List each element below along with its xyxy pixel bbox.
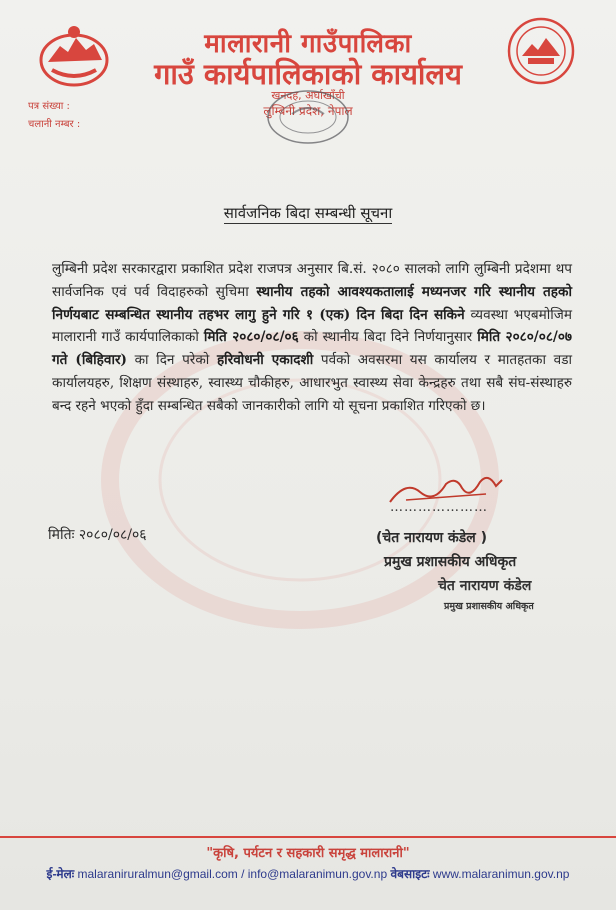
letterhead-address: खनदह, अर्घाखाँची	[271, 89, 345, 102]
notice-date: मितिः २०८०/०८/०६	[48, 527, 147, 543]
letterhead-province: लुम्बिनी प्रदेश, नेपाल	[263, 104, 353, 118]
footer-divider	[0, 836, 616, 838]
notice-heading-text: सार्वजनिक बिदा सम्बन्धी सूचना	[223, 204, 393, 222]
notice-body-run: को स्थानीय बिदा दिने निर्णयानुसार	[298, 329, 478, 346]
email-label: ई-मेलः	[46, 867, 75, 881]
footer-contact	[0, 865, 616, 882]
notice-body-bold-run: मिति २०८०/०८/०६	[203, 329, 299, 346]
notice-body-bold-run: स्थानीय तहको आवश्यकतालाई मध्यनजर गरि स्थानीय तहको निर्णयबाट सम्बन्धित स्थानीय तहभर लागु हुने गरि १ (एक) दिन बिदा दिन सकिने	[52, 283, 572, 323]
signature-line: …………………	[390, 500, 488, 515]
signatory-name: (चेत नारायण कंडेल )	[376, 530, 488, 546]
office-stamp-icon	[262, 84, 354, 150]
notice-body	[52, 258, 572, 418]
website-label: वेबसाइटः	[390, 867, 430, 881]
notice-body-bold-run: हरिवोधनी एकादशी	[216, 352, 314, 369]
notice-body-run: पर्वको अवसरमा यस कार्यालय र मातहतका वडा कार्यालयहरु, शिक्षण संस्थाहरु, स्वास्थ्य चौकीहरु, आधारभुत स्वास्थ्य सेवा केन्द्रहरु तथा सबै संघ-संस्थाहरु बन्द रहने भएको हुँदा सम्बन्धित सबैको जानकारीको लागि यो सूचना प्रकाशित गरिएको छ।	[52, 352, 572, 414]
seal-designation: प्रमुख प्रशासकीय अधिकृत	[444, 601, 534, 612]
notice-body-run: का दिन परेको	[126, 352, 217, 369]
notice-body-run: व्यवस्था भएबमोजिम मालारानी गाउँ कार्यपालिकाको	[52, 306, 572, 346]
notice-body-bold-run: मिति २०८०/०८/०७ गते (बिहिवार)	[52, 329, 572, 369]
notice-heading	[0, 203, 616, 223]
notice-body-run: लुम्बिनी प्रदेश सरकारद्वारा प्रकाशित प्रदेश राजपत्र अनुसार बि.सं. २०८० सालको लागि लुम्बिनी प्रदेशमा थप सार्वजनिक एवं पर्व विदाहरुको सुचिमा	[52, 261, 572, 300]
dispatch-number-label: चलानी नम्बर :	[28, 119, 81, 130]
seal-name: चेत नारायण कंडेल	[438, 578, 532, 594]
letter-number-label: पत्र संख्या :	[28, 101, 70, 112]
signatory-designation: प्रमुख प्रशासकीय अधिकृत	[384, 554, 517, 570]
letterhead-title: मालारानी गाउँपालिका	[204, 29, 412, 59]
website-link[interactable]: www.malaranimun.gov.np	[432, 867, 570, 881]
email-addresses[interactable]: malaraniruralmun@gmail.com / info@malaranimun.gov.np	[77, 867, 388, 881]
footer-slogan: "कृषि, पर्यटन र सहकारी समृद्ध मालारानी"	[206, 846, 410, 861]
letterhead-subtitle: गाउँ कार्यपालिकाको कार्यालय	[154, 57, 462, 91]
